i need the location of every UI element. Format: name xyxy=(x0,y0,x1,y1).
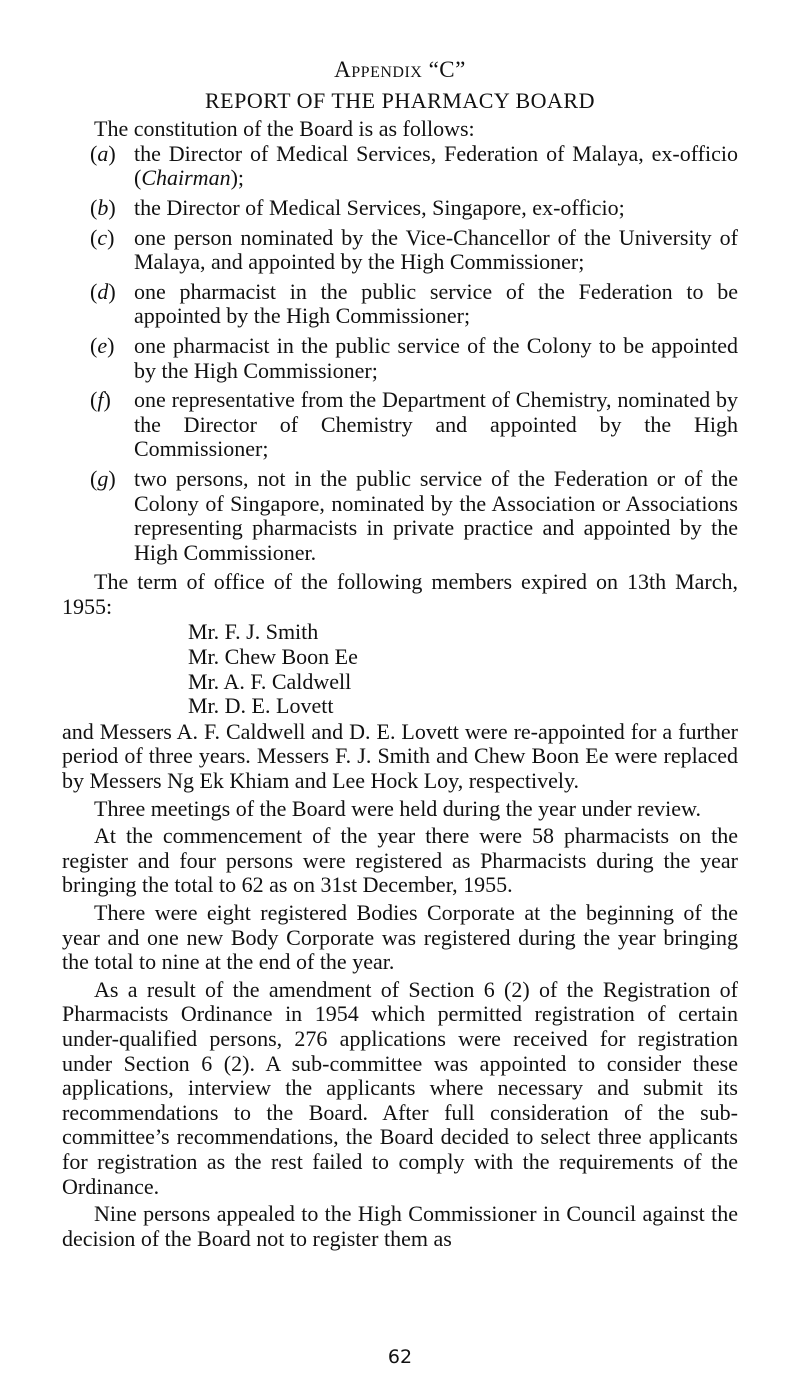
constitution-list xyxy=(62,142,738,566)
amendment-paragraph: As a result of the amendment of Section 6 (2) of the Registration of Pharmacists Ordinance in 1954 which permitted registration of certain under-qualified persons, 276 applications were received for registration under Section 6 (2). A sub-committee was appointed to consider these applications, interview the applicants where necessary and submit its recommendations to the Board. After full consideration of the sub-committee’s recommendations, the Board decided to select three applicants for registration as the rest failed to comply with the requirements of the Ordinance. xyxy=(62,976,738,1199)
item-letter: (g) xyxy=(90,465,116,491)
item-text: the Director of Medical Services, Federation of Malaya, ex-officio ( xyxy=(134,140,738,191)
item-text: one pharmacist in the public service of the Federation to be appointed by the High Commissioner; xyxy=(134,278,738,329)
item-letter: (f) xyxy=(90,387,111,413)
item-text-after: ); xyxy=(230,165,245,191)
item-text: the Director of Medical Services, Singapore, ex-officio; xyxy=(134,194,625,220)
member-name: Mr. A. F. Caldwell xyxy=(188,668,352,694)
member-name: Mr. F. J. Smith xyxy=(188,619,319,645)
appeal-paragraph: Nine persons appealed to the High Commissioner in Council against the decision of the Board not to register them as xyxy=(62,1201,738,1251)
constitution-item xyxy=(62,467,738,565)
item-letter: (c) xyxy=(90,224,115,250)
meetings-paragraph: Three meetings of the Board were held during the year under review. xyxy=(94,795,701,821)
item-text: one person nominated by the Vice-Chancellor of the University of Malaya, and appointed by the High Commissioner; xyxy=(134,224,738,275)
constitution-item xyxy=(62,280,738,329)
item-text-italic: Chairman xyxy=(141,165,231,191)
appendix-heading: Appendix “C” xyxy=(334,57,466,82)
item-text: one pharmacist in the public service of the Colony to be appointed by the High Commissioner; xyxy=(134,332,738,383)
item-letter: (b) xyxy=(90,194,116,220)
constitution-item xyxy=(62,334,738,383)
item-text: two persons, not in the public service of the Federation or of the Colony of Singapore, nominated by the Association or Associations representing pharmacists in private practice and appointed by the High Commissioner. xyxy=(134,465,738,565)
bodies-corporate-paragraph: There were eight registered Bodies Corporate at the beginning of the year and one new Body Corporate was registered during the year bringing the total to nine at the end of the year. xyxy=(62,900,738,975)
document-page xyxy=(62,58,738,1251)
constitution-item xyxy=(62,226,738,275)
item-text: one representative from the Department of Chemistry, nominated by the Director of Chemistry and appointed by the High Commissioner; xyxy=(134,387,738,462)
expired-members-list xyxy=(62,620,738,718)
constitution-intro: The constitution of the Board is as follows: xyxy=(94,116,475,142)
reappointed-paragraph: and Messers A. F. Caldwell and D. E. Lovett were re-appointed for a further period of three years. Messers F. J. Smith and Chew Boon Ee were replaced by Messers Ng Ek Khiam and Lee Hock Loy, respectively. xyxy=(62,718,738,794)
item-letter: (e) xyxy=(90,332,115,358)
report-title: REPORT OF THE PHARMACY BOARD xyxy=(204,87,595,113)
constitution-item xyxy=(62,388,738,462)
pharmacists-paragraph: At the commencement of the year there were 58 pharmacists on the register and four persons were registered as Pharmacists during the year bringing the total to 62 as on 31st December, 1955. xyxy=(62,823,738,898)
item-letter: (d) xyxy=(90,278,116,304)
member-name: Mr. D. E. Lovett xyxy=(188,693,334,719)
page-number: 62 xyxy=(387,1346,413,1368)
constitution-item xyxy=(62,142,738,191)
item-letter: (a) xyxy=(90,140,116,166)
term-paragraph: The term of office of the following members expired on 13th March, 1955: xyxy=(62,569,738,619)
member-name: Mr. Chew Boon Ee xyxy=(188,644,358,670)
constitution-item xyxy=(62,196,738,221)
